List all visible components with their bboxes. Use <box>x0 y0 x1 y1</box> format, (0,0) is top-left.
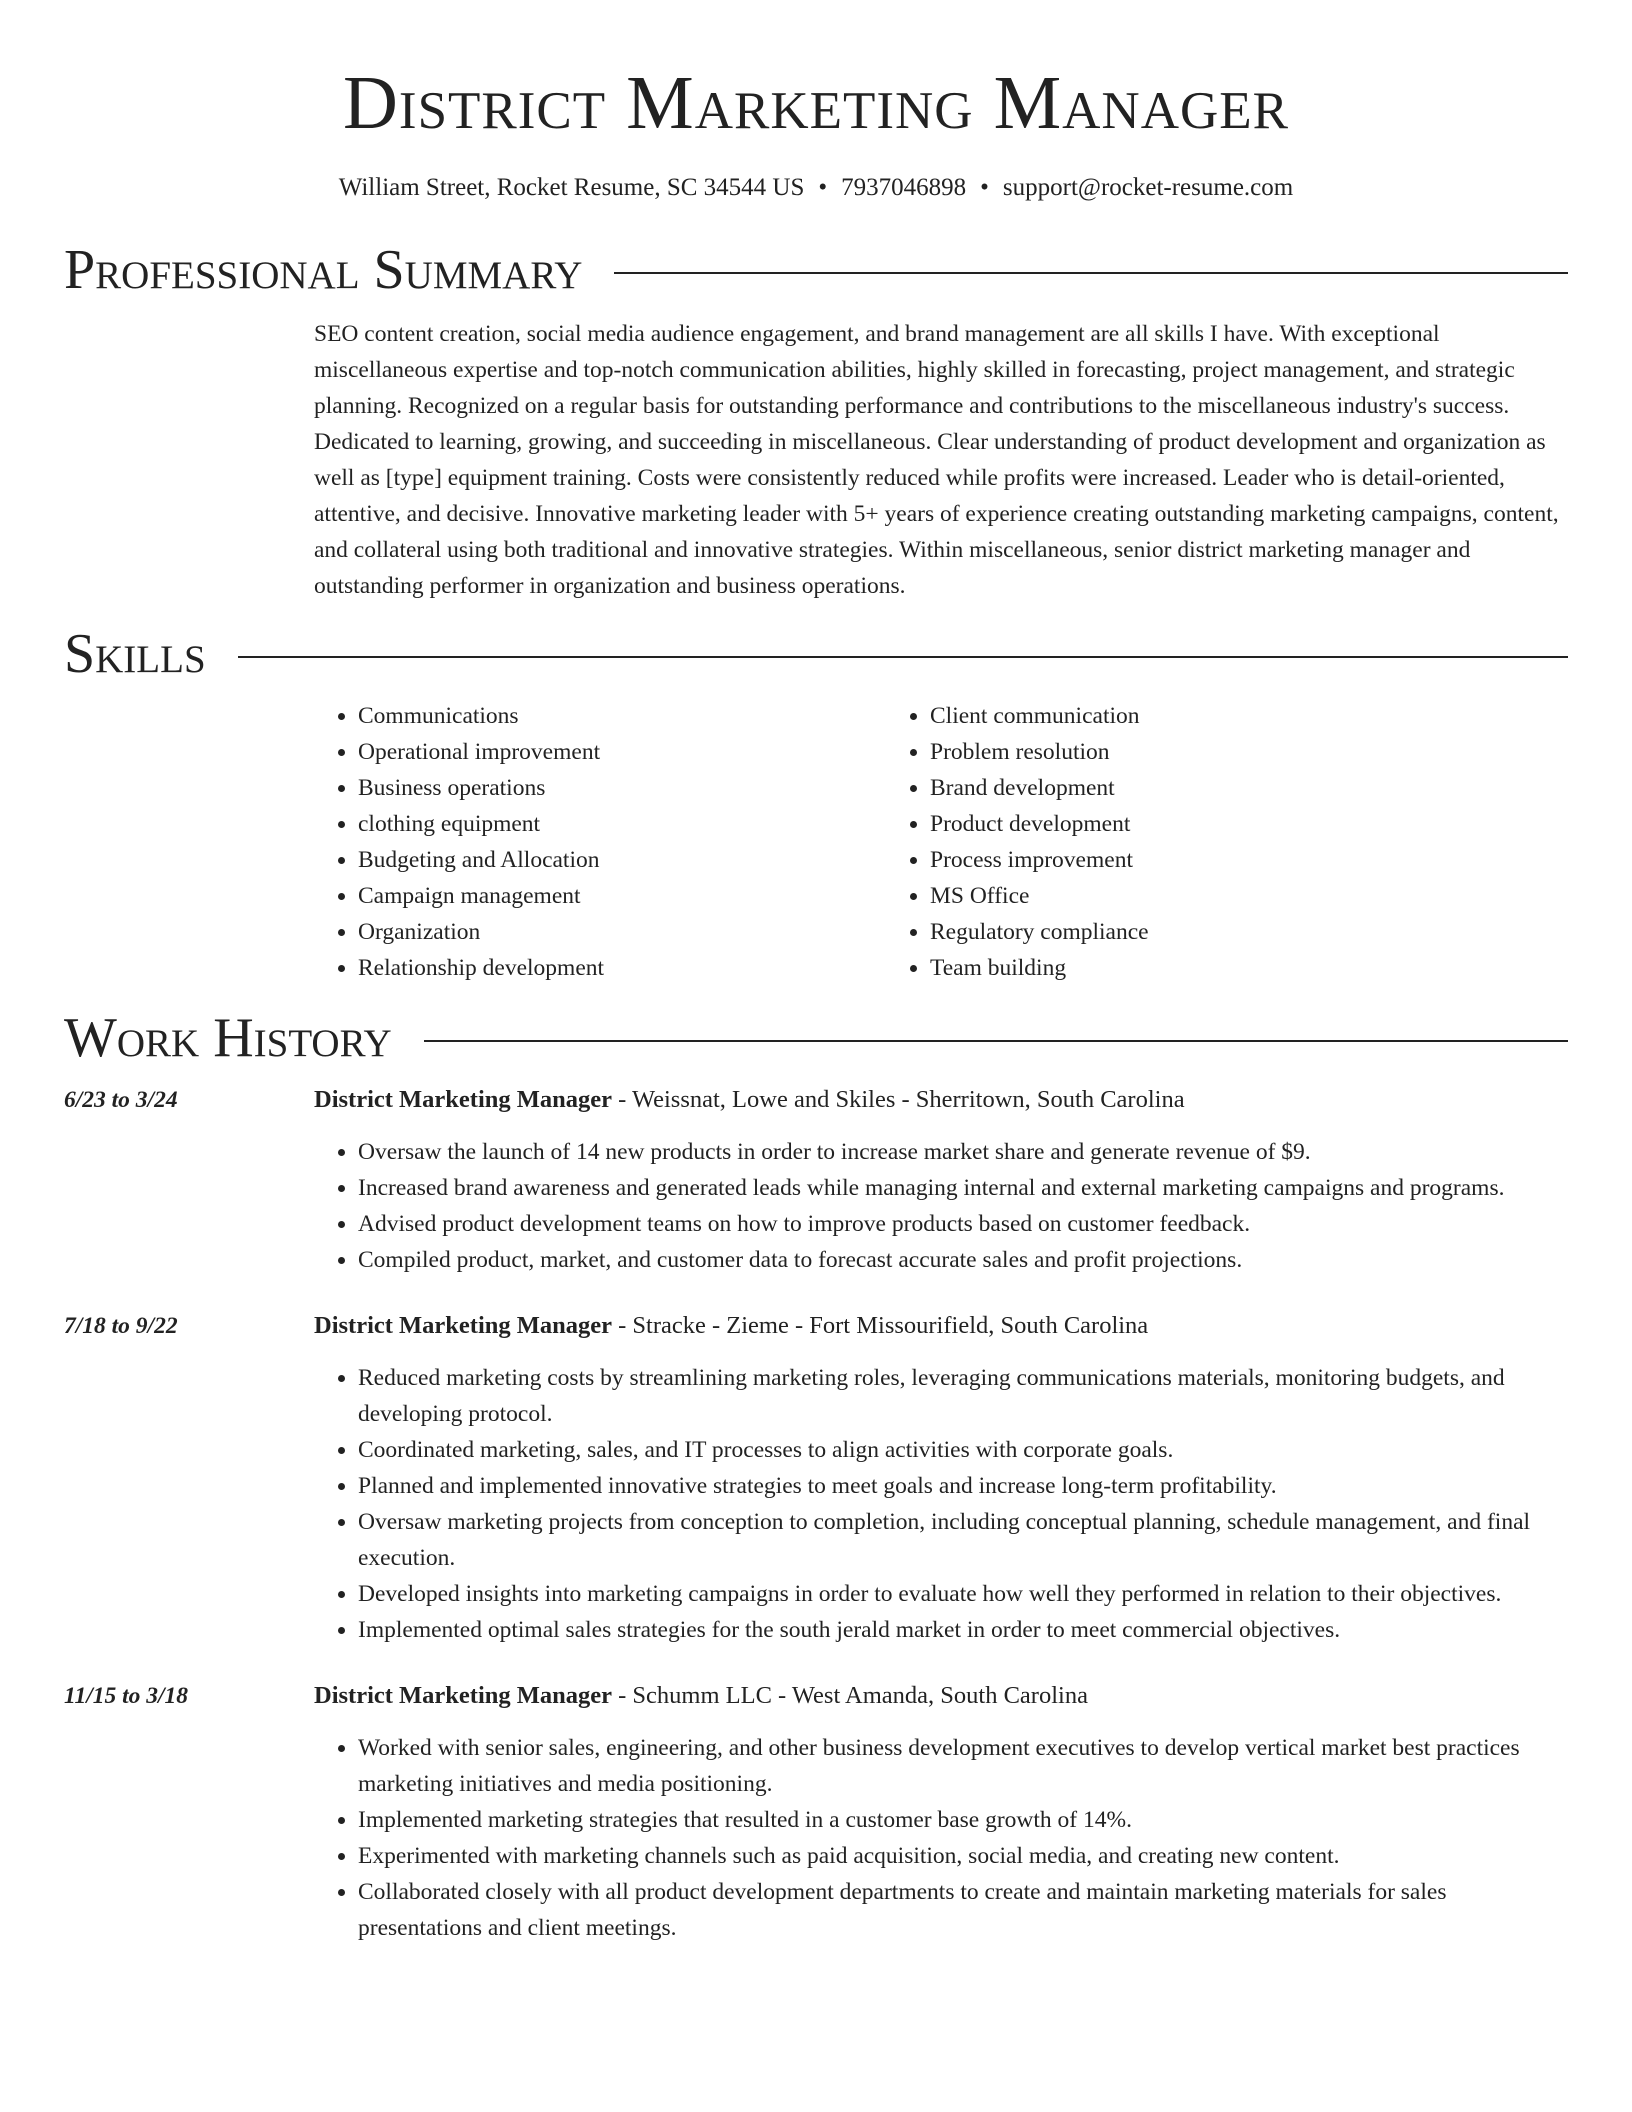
job-details <box>314 1082 1568 1278</box>
skills-section <box>64 622 1568 986</box>
job-heading <box>314 1678 1568 1714</box>
work-heading-row <box>64 1006 1568 1070</box>
job-entry <box>64 1082 1568 1278</box>
summary-text: SEO content creation, social media audience engagement, and brand management are all skills I have. With exceptional miscellaneous expertise and top-notch communication abilities, highly skilled in forecasting, project management, and strategic planning. Recognized on a regular basis for outstanding performance and contributions to the miscellaneous industry's success. Dedicated to learning, growing, and succeeding in miscellaneous. Clear understanding of product development and organization as well as [type] equipment training. Costs were consistently reduced while profits were increased. Leader who is detail-oriented, attentive, and decisive. Innovative marketing leader with 5+ years of experience creating outstanding marketing campaigns, content, and collateral using both traditional and innovative strategies. Within miscellaneous, senior district marketing manager and outstanding performer in organization and business operations. <box>314 321 1559 599</box>
contact-email: support@rocket-resume.com <box>1002 174 1294 201</box>
work-history-heading: Work History <box>64 1007 392 1069</box>
job-dates: 7/18 to 9/22 <box>64 1313 178 1339</box>
job-bullet: • Advised product development teams on how to improve products based on customer feedback. <box>358 1206 1568 1242</box>
job-bullet: • Collaborated closely with all product development departments to create and maintain marketing materials for sales presentations and client meetings. <box>358 1874 1568 1946</box>
contact-line <box>64 172 1568 204</box>
skill-item: • Regulatory compliance <box>930 914 1458 950</box>
job-title: District Marketing Manager <box>314 1086 612 1113</box>
job-bullet: • Implemented optimal sales strategies for the south jerald market in order to meet commercial objectives. <box>358 1612 1568 1648</box>
job-bullets <box>314 1360 1568 1648</box>
summary-body <box>314 316 1568 604</box>
job-heading <box>314 1308 1568 1344</box>
skill-item: • Process improvement <box>930 842 1458 878</box>
skills-list-right <box>886 698 1458 986</box>
skill-item: • Budgeting and Allocation <box>358 842 886 878</box>
resume-header <box>64 62 1568 204</box>
skill-item: • Brand development <box>930 770 1458 806</box>
job-bullet: • Worked with senior sales, engineering, and other business development executives to develop vertical market best practices marketing initiatives and media positioning. <box>358 1730 1568 1802</box>
job-title: District Marketing Manager <box>314 1682 612 1709</box>
candidate-title: District Marketing Manager <box>343 61 1289 145</box>
summary-heading-row <box>64 238 1568 302</box>
summary-section <box>64 238 1568 604</box>
skills-heading-row <box>64 622 1568 686</box>
work-history-section <box>64 1006 1568 1946</box>
job-bullet: • Oversaw marketing projects from conception to completion, including conceptual planning, schedule management, and final execution. <box>358 1504 1568 1576</box>
skill-item: • Campaign management <box>358 878 886 914</box>
job-bullets <box>314 1134 1568 1278</box>
job-bullet: • Coordinated marketing, sales, and IT processes to align activities with corporate goals. <box>358 1432 1568 1468</box>
section-divider <box>424 1040 1568 1042</box>
job-entry <box>64 1308 1568 1648</box>
job-bullet: • Reduced marketing costs by streamlining marketing roles, leveraging communications materials, monitoring budgets, and developing protocol. <box>358 1360 1568 1432</box>
job-details <box>314 1678 1568 1946</box>
job-bullet: • Experimented with marketing channels such as paid acquisition, social media, and creating new content. <box>358 1838 1568 1874</box>
skill-item: • clothing equipment <box>358 806 886 842</box>
skill-item: • Organization <box>358 914 886 950</box>
contact-separator: • <box>818 174 828 201</box>
job-bullet: • Developed insights into marketing campaigns in order to evaluate how well they performed in relation to their objectives. <box>358 1576 1568 1612</box>
skill-item: • Client communication <box>930 698 1458 734</box>
skills-heading: Skills <box>64 623 206 685</box>
job-employer-location: - Weissnat, Lowe and Skiles - Sherritown, South Carolina <box>612 1086 1185 1113</box>
job-bullet: • Increased brand awareness and generated leads while managing internal and external marketing campaigns and programs. <box>358 1170 1568 1206</box>
skills-grid <box>314 698 1568 986</box>
skills-body <box>314 698 1568 986</box>
job-heading <box>314 1082 1568 1118</box>
job-bullet: • Compiled product, market, and customer data to forecast accurate sales and profit projections. <box>358 1242 1568 1278</box>
contact-separator: • <box>980 174 989 201</box>
skill-item: • Product development <box>930 806 1458 842</box>
job-bullet: • Implemented marketing strategies that resulted in a customer base growth of 14%. <box>358 1802 1568 1838</box>
skill-item: • MS Office <box>930 878 1458 914</box>
skill-item: • Team building <box>930 950 1458 986</box>
skill-item: • Communications <box>358 698 886 734</box>
skill-item: • Business operations <box>358 770 886 806</box>
job-employer-location: - Schumm LLC - West Amanda, South Carolina <box>612 1682 1088 1709</box>
job-bullet: • Oversaw the launch of 14 new products in order to increase market share and generate revenue of $9. <box>358 1134 1568 1170</box>
skills-list-left <box>314 698 886 986</box>
job-dates: 11/15 to 3/18 <box>64 1683 189 1709</box>
job-bullets <box>314 1730 1568 1946</box>
section-divider <box>614 272 1568 274</box>
section-divider <box>238 656 1568 658</box>
summary-heading: Professional Summary <box>64 239 583 301</box>
job-employer-location: - Stracke - Zieme - Fort Missourifield, South Carolina <box>612 1312 1149 1339</box>
contact-phone: 7937046898 <box>841 174 967 201</box>
skill-item: • Operational improvement <box>358 734 886 770</box>
job-bullet: • Planned and implemented innovative strategies to meet goals and increase long-term profitability. <box>358 1468 1568 1504</box>
job-dates: 6/23 to 3/24 <box>64 1087 178 1113</box>
skill-item: • Relationship development <box>358 950 886 986</box>
contact-address: William Street, Rocket Resume, SC 34544 US <box>338 174 805 201</box>
skill-item: • Problem resolution <box>930 734 1458 770</box>
job-title: District Marketing Manager <box>314 1312 612 1339</box>
job-entry <box>64 1678 1568 1946</box>
job-details <box>314 1308 1568 1648</box>
